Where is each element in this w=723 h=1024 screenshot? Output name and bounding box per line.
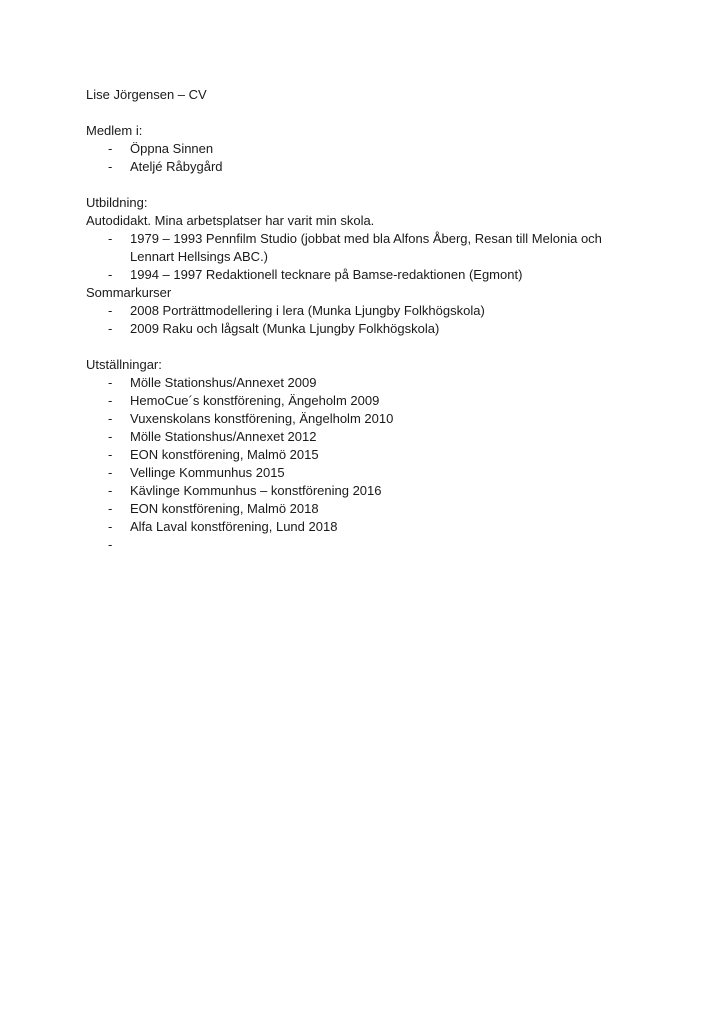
dash-bullet: - [108, 375, 113, 390]
courses-list [86, 302, 646, 338]
dash-bullet: - [108, 159, 113, 174]
dash-bullet: - [108, 465, 113, 480]
cv-document [86, 86, 646, 552]
list-item [86, 140, 646, 158]
course-item: 2009 Raku och lågsalt (Munka Ljungby Folkhögskola) [130, 321, 440, 336]
exhibition-item: Alfa Laval konstförening, Lund 2018 [130, 519, 338, 534]
dash-bullet: - [108, 429, 113, 444]
education-heading: Utbildning: [86, 195, 148, 210]
dash-bullet: - [108, 537, 113, 552]
list-item [86, 482, 646, 500]
dash-bullet: - [108, 303, 113, 318]
dash-bullet: - [108, 447, 113, 462]
spacer [86, 104, 646, 122]
dash-bullet: - [108, 501, 113, 516]
exhibitions-list [86, 374, 646, 552]
dash-bullet: - [108, 519, 113, 534]
list-item [86, 392, 646, 410]
exhibition-item: EON konstförening, Malmö 2018 [130, 501, 319, 516]
membership-item: Öppna Sinnen [130, 141, 214, 156]
membership-list [86, 140, 646, 176]
exhibition-item: EON konstförening, Malmö 2015 [130, 447, 319, 462]
membership-item: Ateljé Råbygård [130, 159, 223, 174]
list-item [86, 428, 646, 446]
list-item [86, 464, 646, 482]
education-item: 1979 – 1993 Pennfilm Studio (jobbat med bla Alfons Åberg, Resan till Melonia och Lennart Hellsings ABC.) [130, 231, 602, 264]
dash-bullet: - [108, 483, 113, 498]
exhibition-item: Vellinge Kommunhus 2015 [130, 465, 285, 480]
exhibition-item: HemoCue´s konstförening, Ängeholm 2009 [130, 393, 380, 408]
exhibition-item: Mölle Stationshus/Annexet 2009 [130, 375, 317, 390]
list-item [86, 410, 646, 428]
list-item [86, 266, 646, 284]
education-list [86, 230, 646, 284]
dash-bullet: - [108, 231, 113, 246]
dash-bullet: - [108, 321, 113, 336]
exhibitions-heading: Utställningar: [86, 357, 162, 372]
list-item [86, 518, 646, 536]
membership-heading: Medlem i: [86, 123, 143, 138]
list-item [86, 230, 646, 266]
courses-heading: Sommarkurser [86, 285, 172, 300]
list-item [86, 320, 646, 338]
document-title: Lise Jörgensen – CV [86, 87, 207, 102]
exhibition-item: Mölle Stationshus/Annexet 2012 [130, 429, 317, 444]
education-intro: Autodidakt. Mina arbetsplatser har varit min skola. [86, 213, 375, 228]
dash-bullet: - [108, 267, 113, 282]
list-item [86, 446, 646, 464]
course-item: 2008 Porträttmodellering i lera (Munka Ljungby Folkhögskola) [130, 303, 485, 318]
exhibition-item: Kävlinge Kommunhus – konstförening 2016 [130, 483, 382, 498]
dash-bullet: - [108, 411, 113, 426]
dash-bullet: - [108, 393, 113, 408]
dash-bullet: - [108, 141, 113, 156]
spacer [86, 338, 646, 356]
exhibition-item: Vuxenskolans konstförening, Ängelholm 2010 [130, 411, 394, 426]
list-item [86, 302, 646, 320]
list-item [86, 374, 646, 392]
list-item [86, 500, 646, 518]
list-item [86, 158, 646, 176]
spacer [86, 176, 646, 194]
education-item: 1994 – 1997 Redaktionell tecknare på Bamse-redaktionen (Egmont) [130, 267, 523, 282]
